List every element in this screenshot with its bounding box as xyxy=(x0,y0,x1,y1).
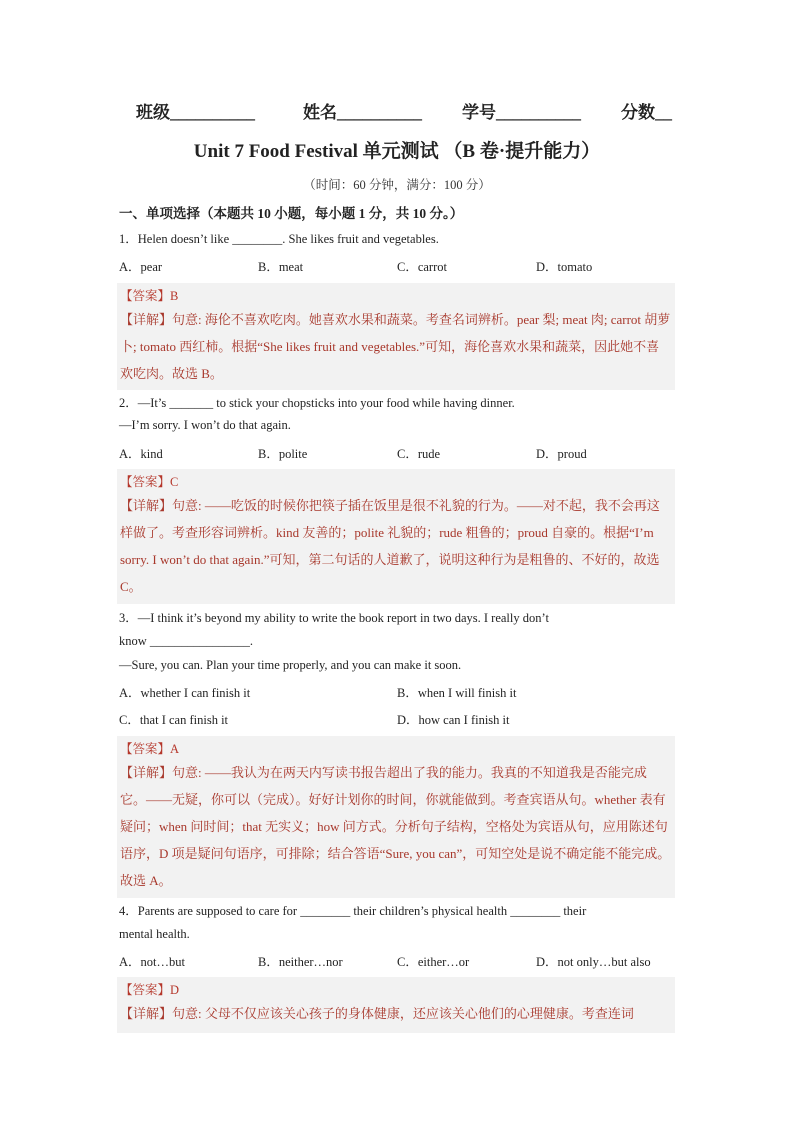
q2-option-c: C．rude xyxy=(397,447,441,461)
name-field: 姓名__________ xyxy=(303,103,422,122)
q1-explanation: 【详解】句意: 海伦不喜欢吃肉。她喜欢水果和蔬菜。考查名词辨析。pear 梨; meat 肉; carrot 胡萝卜; tomato 西红柿。根据“She likes fruit and vegetables.”可知，海伦喜欢水果和蔬菜，因此她不喜欢吃肉。故选 B。 xyxy=(120,312,671,381)
question-4-stem-cont: mental health. xyxy=(119,927,190,941)
q3-option-d: D．how can I finish it xyxy=(397,713,510,727)
class-field: 班级__________ xyxy=(136,103,255,122)
q2-answer-box xyxy=(117,469,675,604)
q4-option-b: B．neither…nor xyxy=(258,955,343,969)
exam-time-info: （时间：60 分钟，满分：100 分） xyxy=(303,178,491,192)
q3-option-a: A．whether I can finish it xyxy=(119,686,251,700)
q1-answer-box xyxy=(117,283,675,390)
q2-option-a: A．kind xyxy=(119,447,163,461)
q2-explanation: 【详解】句意: ——吃饭的时候你把筷子插在饭里是很不礼貌的行为。——对不起，我不会再这样做了。考查形容词辨析。kind 友善的；polite 礼貌的；rude 粗鲁的；proud 自豪的。根据“I’m sorry. I won’t do that again.”可知，第二句话的人道歉了，说明这种行为是粗鲁的、不好的，故选 C。 xyxy=(120,498,660,594)
q4-answer: 【答案】D xyxy=(120,983,180,997)
student-id-field: 学号__________ xyxy=(462,103,581,122)
q3-option-b: B．when I will finish it xyxy=(397,686,517,700)
q3-answer: 【答案】A xyxy=(120,742,180,756)
q1-option-b: B．meat xyxy=(258,260,304,274)
question-2-reply: —I’m sorry. I won’t do that again. xyxy=(119,418,291,432)
q4-option-c: C．either…or xyxy=(397,955,470,969)
question-3-reply: —Sure, you can. Plan your time properly, and you can make it soon. xyxy=(119,658,462,672)
page-title: Unit 7 Food Festival 单元测试 （B 卷·提升能力） xyxy=(193,141,601,162)
question-3-stem-cont: know ________________. xyxy=(119,634,254,648)
q1-option-d: D．tomato xyxy=(536,260,593,274)
q1-option-a: A．pear xyxy=(119,260,163,274)
q1-option-c: C．carrot xyxy=(397,260,447,274)
question-3-stem: 3．—I think it’s beyond my ability to write the book report in two days. I really don’t xyxy=(119,611,549,625)
score-field: 分数__ xyxy=(621,103,672,122)
q4-option-a: A．not…but xyxy=(119,955,185,969)
q3-explanation: 【详解】句意: ——我认为在两天内写读书报告超出了我的能力。我真的不知道我是否能完成它。——无疑，你可以（完成）。好好计划你的时间，你就能做到。考查宾语从句。whether 表有疑问；when 问时间；that 无实义；how 问方式。分析句子结构，空格处为宾语从句，应用陈述句语序，D 项是疑问句语序，可排除；结合答语“Sure, you can”，可知空处是说不确定能不能完成。故选 A。 xyxy=(120,765,671,888)
q4-answer-box xyxy=(117,977,675,1033)
q4-explanation: 【详解】句意: 父母不仅应该关心孩子的身体健康，还应该关心他们的心理健康。考查连词 xyxy=(120,1006,634,1021)
q3-option-c: C．that I can finish it xyxy=(119,713,229,727)
q4-option-d: D．not only…but also xyxy=(536,955,651,969)
q3-answer-box xyxy=(117,736,675,898)
question-1-stem: 1．Helen doesn’t like ________. She likes fruit and vegetables. xyxy=(119,232,439,246)
q2-option-b: B．polite xyxy=(258,447,308,461)
question-4-stem: 4．Parents are supposed to care for ________ their children’s physical health ________ their xyxy=(119,904,587,918)
question-2-stem: 2．—It’s _______ to stick your chopsticks into your food while having dinner. xyxy=(119,396,515,410)
q2-answer: 【答案】C xyxy=(120,475,179,489)
q1-answer: 【答案】B xyxy=(120,289,179,303)
section-heading: 一、单项选择（本题共 10 小题，每小题 1 分，共 10 分。） xyxy=(119,206,464,221)
q2-option-d: D．proud xyxy=(536,447,587,461)
